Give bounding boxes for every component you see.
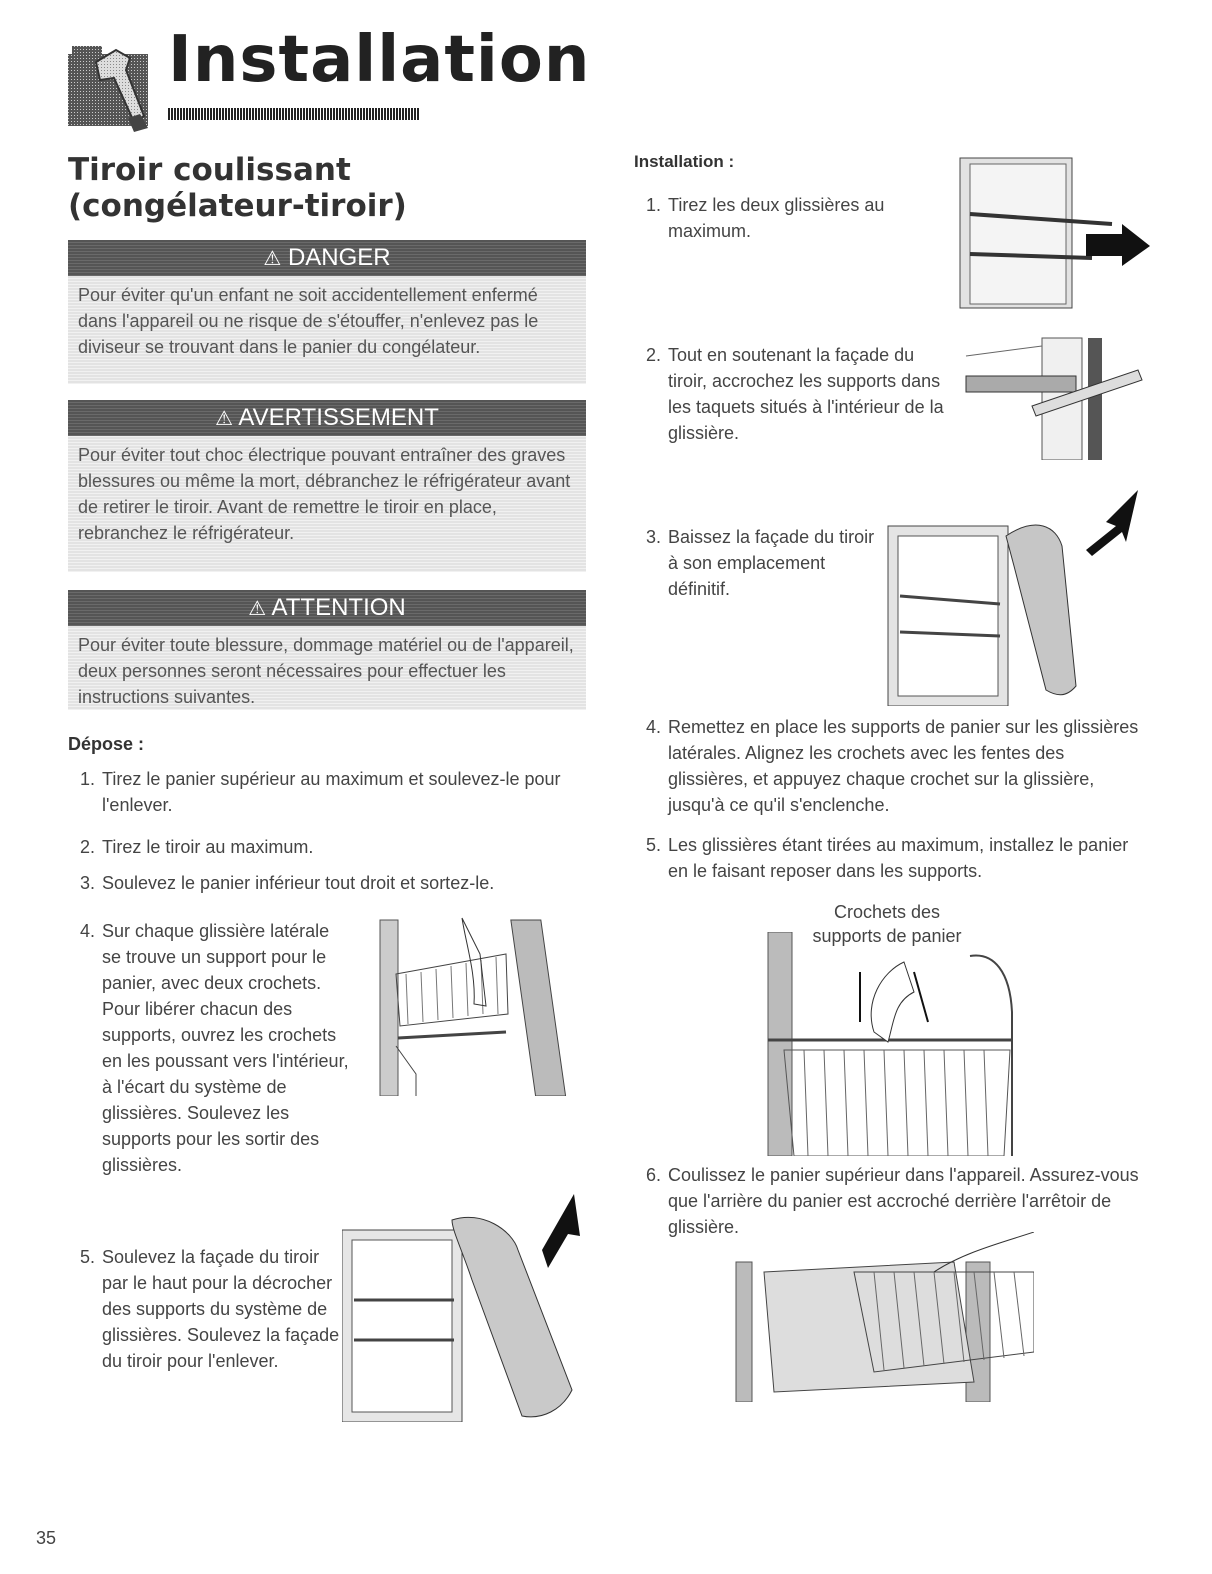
warning-triangle-icon: ⚠	[263, 248, 282, 270]
installation-tool-icon	[68, 40, 158, 132]
installation-step-2: 2. Tout en soutenant la façade du tiroir, accrochez les supports dans les taquets situés à l'intérieur de la glissière.	[646, 345, 944, 443]
warning-triangle-icon: ⚠	[248, 598, 267, 620]
installation-step-1: 1. Tirez les deux glissières au maximum.	[646, 195, 885, 241]
installation-step-4: 4. Remettez en place les supports de panier sur les glissières latérales. Alignez les crochets avec les fentes des glissières, et appuyez chaque crochet sur la glissière, jusqu'à ce qu'il s'enclenche.	[646, 717, 1139, 815]
avertissement-label: AVERTISSEMENT	[238, 404, 439, 431]
page-title: Installation	[168, 23, 591, 97]
hook-supports-illustration	[962, 336, 1148, 460]
warning-triangle-icon: ⚠	[215, 408, 234, 430]
lower-arrow-icon	[1086, 490, 1138, 556]
avertissement-header	[68, 400, 586, 436]
lower-drawer-front-illustration	[886, 486, 1148, 706]
page-number: 35	[36, 1528, 57, 1548]
depose-step-4: 4. Sur chaque glissière latérale se trouve un support pour le panier, avec deux crochets. Pour libérer chacun des supports, ouvrez les crochets en les poussant vers l'intérieur, à l'écart du système de glissières. Soulevez les supports pour les sortir des glissières.	[80, 921, 349, 1175]
danger-text: Pour éviter qu'un enfant ne soit accidentellement enfermé dans l'appareil ou ne risque de s'étouffer, n'enlevez pas le diviseur se trouvant dans le panier du congélateur.	[68, 276, 586, 384]
depose-step-3: 3. Soulevez le panier inférieur tout droit et sortez-le.	[80, 873, 495, 893]
basket-support-removal-illustration	[376, 914, 582, 1096]
installation-step-5: 5. Les glissières étant tirées au maximum, installez le panier en le faisant reposer dans les supports.	[646, 835, 1129, 881]
pull-slides-illustration	[956, 154, 1152, 310]
depose-step-1: 1. Tirez le panier supérieur au maximum et soulevez-le pour l'enlever.	[80, 769, 561, 815]
depose-step-2: 2. Tirez le tiroir au maximum.	[80, 837, 314, 857]
slide-basket-in-illustration	[734, 1232, 1034, 1402]
avertissement-text: Pour éviter tout choc électrique pouvant entraîner des graves blessures ou même la mort, débranchez le réfrigérateur avant de retirer le tiroir. Avant de remettre le tiroir en place, rebranchez le réfrigérateur.	[68, 436, 586, 572]
title-underline	[168, 108, 420, 120]
section-title: Tiroir coulissant (congélateur-tiroir)	[68, 152, 407, 224]
installation-heading: Installation :	[634, 152, 735, 171]
attention-label: ATTENTION	[271, 594, 406, 621]
depose-heading: Dépose :	[68, 734, 145, 754]
installation-step-6: 6. Coulissez le panier supérieur dans l'appareil. Assurez-vous que l'arrière du panier est accroché derrière l'arrêtoir de glissière.	[646, 1165, 1139, 1237]
danger-header	[68, 240, 586, 276]
pull-arrow-icon	[1086, 224, 1150, 266]
basket-hooks-illustration	[764, 932, 1016, 1156]
depose-step-5: 5. Soulevez la façade du tiroir par le haut pour la décrocher des supports du système de glissières. Soulevez la façade du tiroir pour l'enlever.	[80, 1247, 340, 1371]
lift-arrow-icon	[542, 1194, 580, 1268]
drawer-front-lift-illustration	[342, 1190, 588, 1422]
attention-header	[68, 590, 586, 626]
basket-hooks-caption: Crochets des supports de panier	[812, 902, 962, 946]
installation-step-3: 3. Baissez la façade du tiroir à son emplacement définitif.	[646, 527, 875, 599]
danger-label: DANGER	[287, 244, 391, 271]
attention-text: Pour éviter toute blessure, dommage matériel ou de l'appareil, deux personnes seront nécessaires pour effectuer les instructions suivantes.	[68, 626, 586, 710]
